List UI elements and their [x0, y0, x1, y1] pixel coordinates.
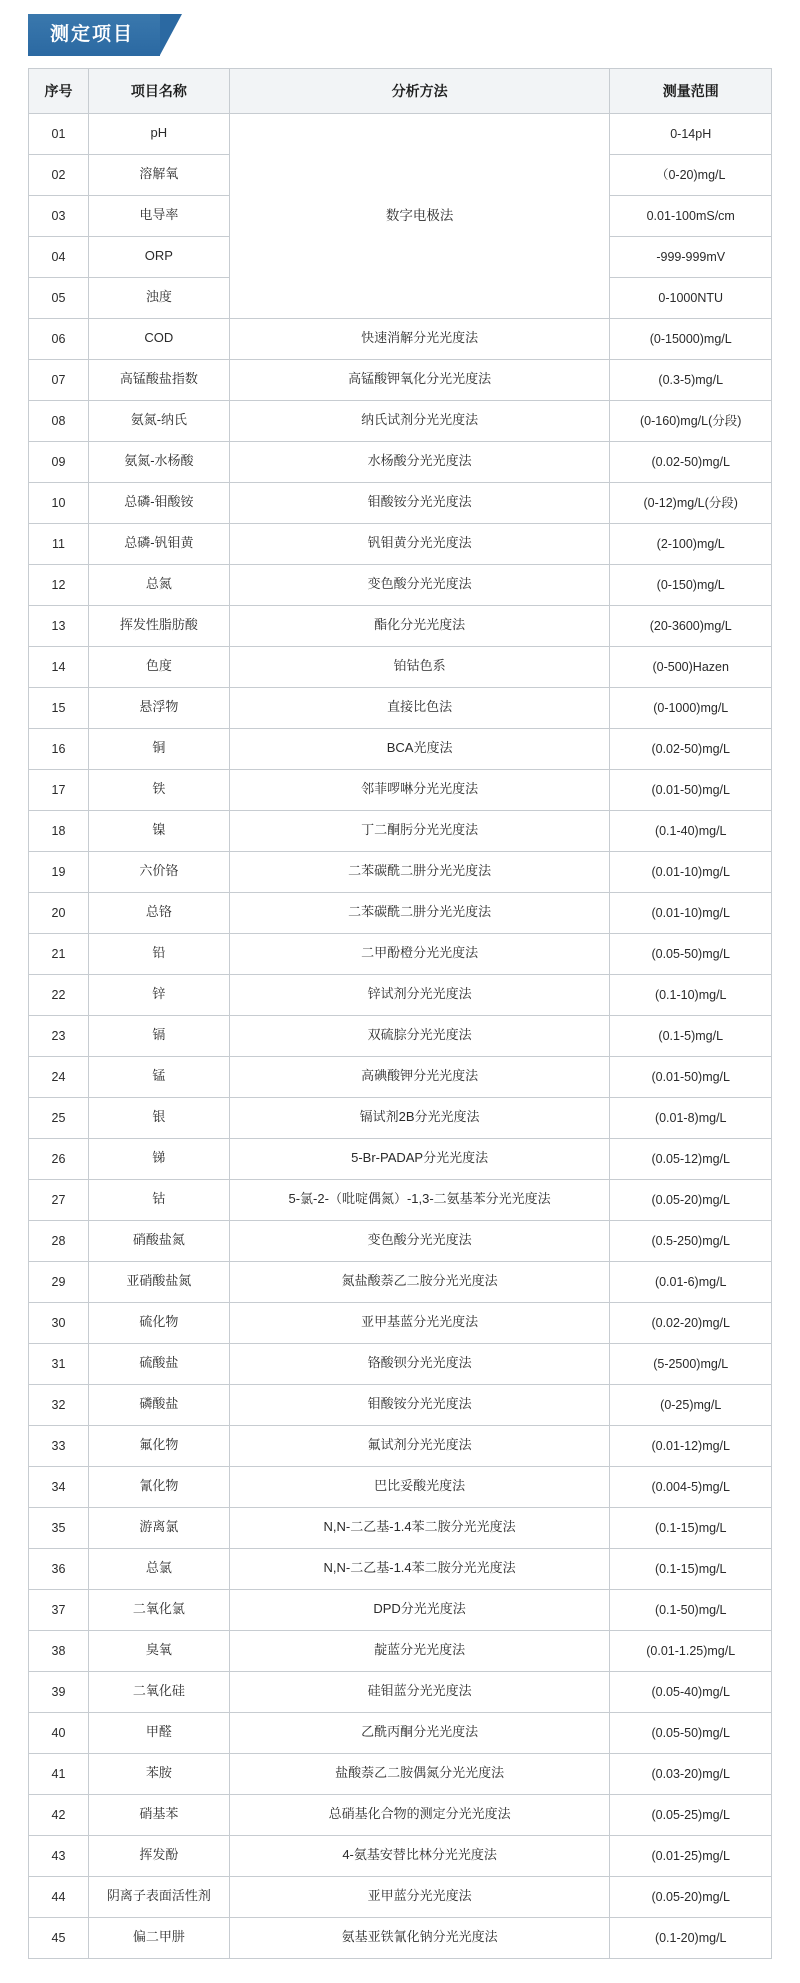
- cell-method: 氨基亚铁氰化钠分光光度法: [229, 1917, 610, 1958]
- cell-range: (0.1-20)mg/L: [610, 1917, 772, 1958]
- cell-no: 26: [29, 1138, 89, 1179]
- cell-range: (0.01-10)mg/L: [610, 892, 772, 933]
- cell-no: 44: [29, 1876, 89, 1917]
- cell-no: 29: [29, 1261, 89, 1302]
- cell-item-name: 总磷-钒钼黄: [88, 523, 229, 564]
- cell-method: 水杨酸分光光度法: [229, 441, 610, 482]
- cell-method: 巴比妥酸光度法: [229, 1466, 610, 1507]
- cell-no: 11: [29, 523, 89, 564]
- cell-item-name: 硝酸盐氮: [88, 1220, 229, 1261]
- cell-method: 氟试剂分光光度法: [229, 1425, 610, 1466]
- cell-range: (0-25)mg/L: [610, 1384, 772, 1425]
- cell-method: 硅钼蓝分光光度法: [229, 1671, 610, 1712]
- cell-no: 14: [29, 646, 89, 687]
- cell-no: 38: [29, 1630, 89, 1671]
- cell-item-name: 铁: [88, 769, 229, 810]
- cell-range: 0-1000NTU: [610, 277, 772, 318]
- cell-method: 变色酸分光光度法: [229, 1220, 610, 1261]
- cell-no: 08: [29, 400, 89, 441]
- cell-method: 4-氨基安替比林分光光度法: [229, 1835, 610, 1876]
- cell-item-name: 挥发酚: [88, 1835, 229, 1876]
- cell-method: 5-Br-PADAP分光光度法: [229, 1138, 610, 1179]
- cell-method: DPD分光光度法: [229, 1589, 610, 1630]
- cell-item-name: 总磷-钼酸铵: [88, 482, 229, 523]
- cell-no: 28: [29, 1220, 89, 1261]
- cell-range: (0-15000)mg/L: [610, 318, 772, 359]
- table-row: [29, 359, 772, 400]
- cell-no: 04: [29, 236, 89, 277]
- table-header: [29, 68, 772, 113]
- cell-item-name: 高锰酸盐指数: [88, 359, 229, 400]
- cell-item-name: 锑: [88, 1138, 229, 1179]
- cell-range: (0.01-50)mg/L: [610, 1056, 772, 1097]
- cell-no: 02: [29, 154, 89, 195]
- cell-item-name: 硫酸盐: [88, 1343, 229, 1384]
- table-row: [29, 605, 772, 646]
- table-row: [29, 646, 772, 687]
- cell-item-name: 铅: [88, 933, 229, 974]
- cell-no: 32: [29, 1384, 89, 1425]
- cell-range: (2-100)mg/L: [610, 523, 772, 564]
- cell-method: 快速消解分光光度法: [229, 318, 610, 359]
- cell-method: 高锰酸钾氧化分光光度法: [229, 359, 610, 400]
- column-header-no: 序号: [29, 68, 89, 113]
- cell-method: 钼酸铵分光光度法: [229, 1384, 610, 1425]
- cell-range: (0.02-50)mg/L: [610, 728, 772, 769]
- cell-item-name: 色度: [88, 646, 229, 687]
- cell-item-name: 锌: [88, 974, 229, 1015]
- cell-no: 45: [29, 1917, 89, 1958]
- cell-method: 盐酸萘乙二胺偶氮分光光度法: [229, 1753, 610, 1794]
- table-wrapper: [0, 68, 800, 1983]
- measurement-items-table: [28, 68, 772, 1959]
- cell-no: 41: [29, 1753, 89, 1794]
- cell-method: 二甲酚橙分光光度法: [229, 933, 610, 974]
- cell-range: (0.05-50)mg/L: [610, 933, 772, 974]
- table-row: [29, 933, 772, 974]
- cell-range: (0.05-40)mg/L: [610, 1671, 772, 1712]
- cell-range: (0.004-5)mg/L: [610, 1466, 772, 1507]
- cell-range: (0.03-20)mg/L: [610, 1753, 772, 1794]
- table-row: [29, 1794, 772, 1835]
- cell-item-name: 臭氧: [88, 1630, 229, 1671]
- table-row: [29, 1097, 772, 1138]
- cell-range: (0.02-50)mg/L: [610, 441, 772, 482]
- table-row: [29, 1343, 772, 1384]
- cell-no: 21: [29, 933, 89, 974]
- cell-no: 33: [29, 1425, 89, 1466]
- table-row: [29, 974, 772, 1015]
- cell-method: 5-氯-2-（吡啶偶氮）-1,3-二氨基苯分光光度法: [229, 1179, 610, 1220]
- cell-item-name: 二氧化硅: [88, 1671, 229, 1712]
- cell-item-name: 苯胺: [88, 1753, 229, 1794]
- cell-range: (5-2500)mg/L: [610, 1343, 772, 1384]
- table-row: [29, 1384, 772, 1425]
- cell-no: 16: [29, 728, 89, 769]
- cell-item-name: 亚硝酸盐氮: [88, 1261, 229, 1302]
- cell-item-name: 氨氮-水杨酸: [88, 441, 229, 482]
- cell-no: 19: [29, 851, 89, 892]
- cell-item-name: 硫化物: [88, 1302, 229, 1343]
- table-row: [29, 1466, 772, 1507]
- table-row: [29, 1753, 772, 1794]
- cell-method: 变色酸分光光度法: [229, 564, 610, 605]
- table-row: [29, 1917, 772, 1958]
- cell-range: (0.5-250)mg/L: [610, 1220, 772, 1261]
- cell-no: 10: [29, 482, 89, 523]
- cell-no: 27: [29, 1179, 89, 1220]
- table-row: [29, 523, 772, 564]
- table-header-row: [29, 68, 772, 113]
- cell-item-name: 浊度: [88, 277, 229, 318]
- cell-range: (0.05-20)mg/L: [610, 1876, 772, 1917]
- cell-range: (0.01-8)mg/L: [610, 1097, 772, 1138]
- cell-no: 34: [29, 1466, 89, 1507]
- table-row: [29, 769, 772, 810]
- table-row: [29, 441, 772, 482]
- cell-range: (0.1-5)mg/L: [610, 1015, 772, 1056]
- column-header-method: 分析方法: [229, 68, 610, 113]
- cell-no: 24: [29, 1056, 89, 1097]
- cell-no: 13: [29, 605, 89, 646]
- cell-range: (0.1-15)mg/L: [610, 1507, 772, 1548]
- cell-item-name: ORP: [88, 236, 229, 277]
- cell-item-name: 悬浮物: [88, 687, 229, 728]
- table-row: [29, 1056, 772, 1097]
- cell-method: 双硫腙分光光度法: [229, 1015, 610, 1056]
- cell-method: 钼酸铵分光光度法: [229, 482, 610, 523]
- cell-range: 0.01-100mS/cm: [610, 195, 772, 236]
- cell-no: 25: [29, 1097, 89, 1138]
- cell-method: 二苯碳酰二肼分光光度法: [229, 851, 610, 892]
- cell-method: 铂钴色系: [229, 646, 610, 687]
- cell-no: 06: [29, 318, 89, 359]
- table-row: [29, 1220, 772, 1261]
- table-row: [29, 810, 772, 851]
- table-row: [29, 1507, 772, 1548]
- cell-item-name: 溶解氧: [88, 154, 229, 195]
- cell-range: (0.05-20)mg/L: [610, 1179, 772, 1220]
- cell-range: (0.1-40)mg/L: [610, 810, 772, 851]
- cell-no: 43: [29, 1835, 89, 1876]
- cell-item-name: 挥发性脂肪酸: [88, 605, 229, 646]
- cell-no: 07: [29, 359, 89, 400]
- cell-item-name: 氟化物: [88, 1425, 229, 1466]
- table-row: [29, 564, 772, 605]
- cell-no: 09: [29, 441, 89, 482]
- cell-no: 37: [29, 1589, 89, 1630]
- table-row: [29, 1589, 772, 1630]
- cell-no: 20: [29, 892, 89, 933]
- table-row: [29, 1671, 772, 1712]
- table-row: [29, 1261, 772, 1302]
- cell-no: 23: [29, 1015, 89, 1056]
- cell-range: (0.02-20)mg/L: [610, 1302, 772, 1343]
- cell-range: (0-1000)mg/L: [610, 687, 772, 728]
- cell-item-name: 磷酸盐: [88, 1384, 229, 1425]
- table-row: [29, 1630, 772, 1671]
- cell-item-name: 阴离子表面活性剂: [88, 1876, 229, 1917]
- cell-item-name: 硝基苯: [88, 1794, 229, 1835]
- cell-no: 30: [29, 1302, 89, 1343]
- table-row: [29, 851, 772, 892]
- cell-method: 镉试剂2B分光光度法: [229, 1097, 610, 1138]
- table-row: [29, 1876, 772, 1917]
- cell-item-name: 钴: [88, 1179, 229, 1220]
- cell-method: 铬酸钡分光光度法: [229, 1343, 610, 1384]
- cell-item-name: 总氮: [88, 564, 229, 605]
- cell-method: 钒钼黄分光光度法: [229, 523, 610, 564]
- cell-range: -999-999mV: [610, 236, 772, 277]
- cell-item-name: 镉: [88, 1015, 229, 1056]
- cell-method: N,N-二乙基-1.4苯二胺分光光度法: [229, 1507, 610, 1548]
- table-row: [29, 1425, 772, 1466]
- table-row: [29, 1548, 772, 1589]
- table-row: [29, 687, 772, 728]
- cell-range: (0.1-50)mg/L: [610, 1589, 772, 1630]
- header-banner-wrap: [0, 0, 800, 68]
- cell-range: (0.05-12)mg/L: [610, 1138, 772, 1179]
- cell-range: (0.3-5)mg/L: [610, 359, 772, 400]
- cell-range: (0.1-10)mg/L: [610, 974, 772, 1015]
- cell-range: (0-150)mg/L: [610, 564, 772, 605]
- cell-item-name: 六价铬: [88, 851, 229, 892]
- cell-method: N,N-二乙基-1.4苯二胺分光光度法: [229, 1548, 610, 1589]
- cell-range: (0-500)Hazen: [610, 646, 772, 687]
- cell-method: 亚甲蓝分光光度法: [229, 1876, 610, 1917]
- table-row: [29, 728, 772, 769]
- cell-no: 31: [29, 1343, 89, 1384]
- cell-no: 03: [29, 195, 89, 236]
- cell-no: 39: [29, 1671, 89, 1712]
- cell-item-name: 锰: [88, 1056, 229, 1097]
- cell-item-name: 氨氮-纳氏: [88, 400, 229, 441]
- cell-method: 直接比色法: [229, 687, 610, 728]
- cell-range: (0.01-12)mg/L: [610, 1425, 772, 1466]
- cell-method: 丁二酮肟分光光度法: [229, 810, 610, 851]
- cell-range: (0.01-6)mg/L: [610, 1261, 772, 1302]
- cell-range: (0.1-15)mg/L: [610, 1548, 772, 1589]
- cell-range: 0-14pH: [610, 113, 772, 154]
- cell-no: 05: [29, 277, 89, 318]
- cell-method: 邻菲啰啉分光光度法: [229, 769, 610, 810]
- table-row: [29, 1179, 772, 1220]
- table-body: [29, 113, 772, 1958]
- cell-no: 35: [29, 1507, 89, 1548]
- cell-no: 15: [29, 687, 89, 728]
- cell-no: 40: [29, 1712, 89, 1753]
- cell-item-name: 镍: [88, 810, 229, 851]
- table-row: [29, 1835, 772, 1876]
- cell-item-name: 甲醛: [88, 1712, 229, 1753]
- cell-range: (0.01-1.25)mg/L: [610, 1630, 772, 1671]
- table-row: [29, 113, 772, 154]
- cell-no: 36: [29, 1548, 89, 1589]
- cell-no: 42: [29, 1794, 89, 1835]
- cell-method: 二苯碳酰二肼分光光度法: [229, 892, 610, 933]
- table-row: [29, 318, 772, 359]
- table-row: [29, 1015, 772, 1056]
- cell-method: 乙酰丙酮分光光度法: [229, 1712, 610, 1753]
- cell-item-name: pH: [88, 113, 229, 154]
- cell-item-name: 铜: [88, 728, 229, 769]
- cell-method: 亚甲基蓝分光光度法: [229, 1302, 610, 1343]
- cell-no: 22: [29, 974, 89, 1015]
- table-row: [29, 1712, 772, 1753]
- column-header-range: 测量范围: [610, 68, 772, 113]
- cell-method: 氮盐酸萘乙二胺分光光度法: [229, 1261, 610, 1302]
- cell-item-name: 银: [88, 1097, 229, 1138]
- cell-range: (0.05-50)mg/L: [610, 1712, 772, 1753]
- table-row: [29, 482, 772, 523]
- cell-no: 17: [29, 769, 89, 810]
- cell-item-name: 电导率: [88, 195, 229, 236]
- cell-item-name: COD: [88, 318, 229, 359]
- cell-item-name: 总铬: [88, 892, 229, 933]
- cell-method: 锌试剂分光光度法: [229, 974, 610, 1015]
- cell-range: (0.01-10)mg/L: [610, 851, 772, 892]
- cell-no: 18: [29, 810, 89, 851]
- page-title: 测定项目: [28, 14, 160, 56]
- cell-method: 纳氏试剂分光光度法: [229, 400, 610, 441]
- cell-method: BCA光度法: [229, 728, 610, 769]
- cell-method: 靛蓝分光光度法: [229, 1630, 610, 1671]
- column-header-name: 项目名称: [88, 68, 229, 113]
- cell-item-name: 二氧化氯: [88, 1589, 229, 1630]
- table-row: [29, 1302, 772, 1343]
- cell-method-merged: 数字电极法: [229, 113, 610, 318]
- cell-method: 高碘酸钾分光光度法: [229, 1056, 610, 1097]
- cell-item-name: 总氯: [88, 1548, 229, 1589]
- cell-item-name: 偏二甲肼: [88, 1917, 229, 1958]
- cell-method: 酯化分光光度法: [229, 605, 610, 646]
- cell-range: (0.05-25)mg/L: [610, 1794, 772, 1835]
- cell-range: (0-12)mg/L(分段): [610, 482, 772, 523]
- table-row: [29, 1138, 772, 1179]
- table-row: [29, 892, 772, 933]
- cell-range: (0.01-50)mg/L: [610, 769, 772, 810]
- cell-no: 12: [29, 564, 89, 605]
- cell-range: (0.01-25)mg/L: [610, 1835, 772, 1876]
- table-row: [29, 400, 772, 441]
- cell-range: (20-3600)mg/L: [610, 605, 772, 646]
- cell-method: 总硝基化合物的测定分光光度法: [229, 1794, 610, 1835]
- cell-range: (0-160)mg/L(分段): [610, 400, 772, 441]
- cell-item-name: 氰化物: [88, 1466, 229, 1507]
- cell-no: 01: [29, 113, 89, 154]
- cell-range: （0-20)mg/L: [610, 154, 772, 195]
- cell-item-name: 游离氯: [88, 1507, 229, 1548]
